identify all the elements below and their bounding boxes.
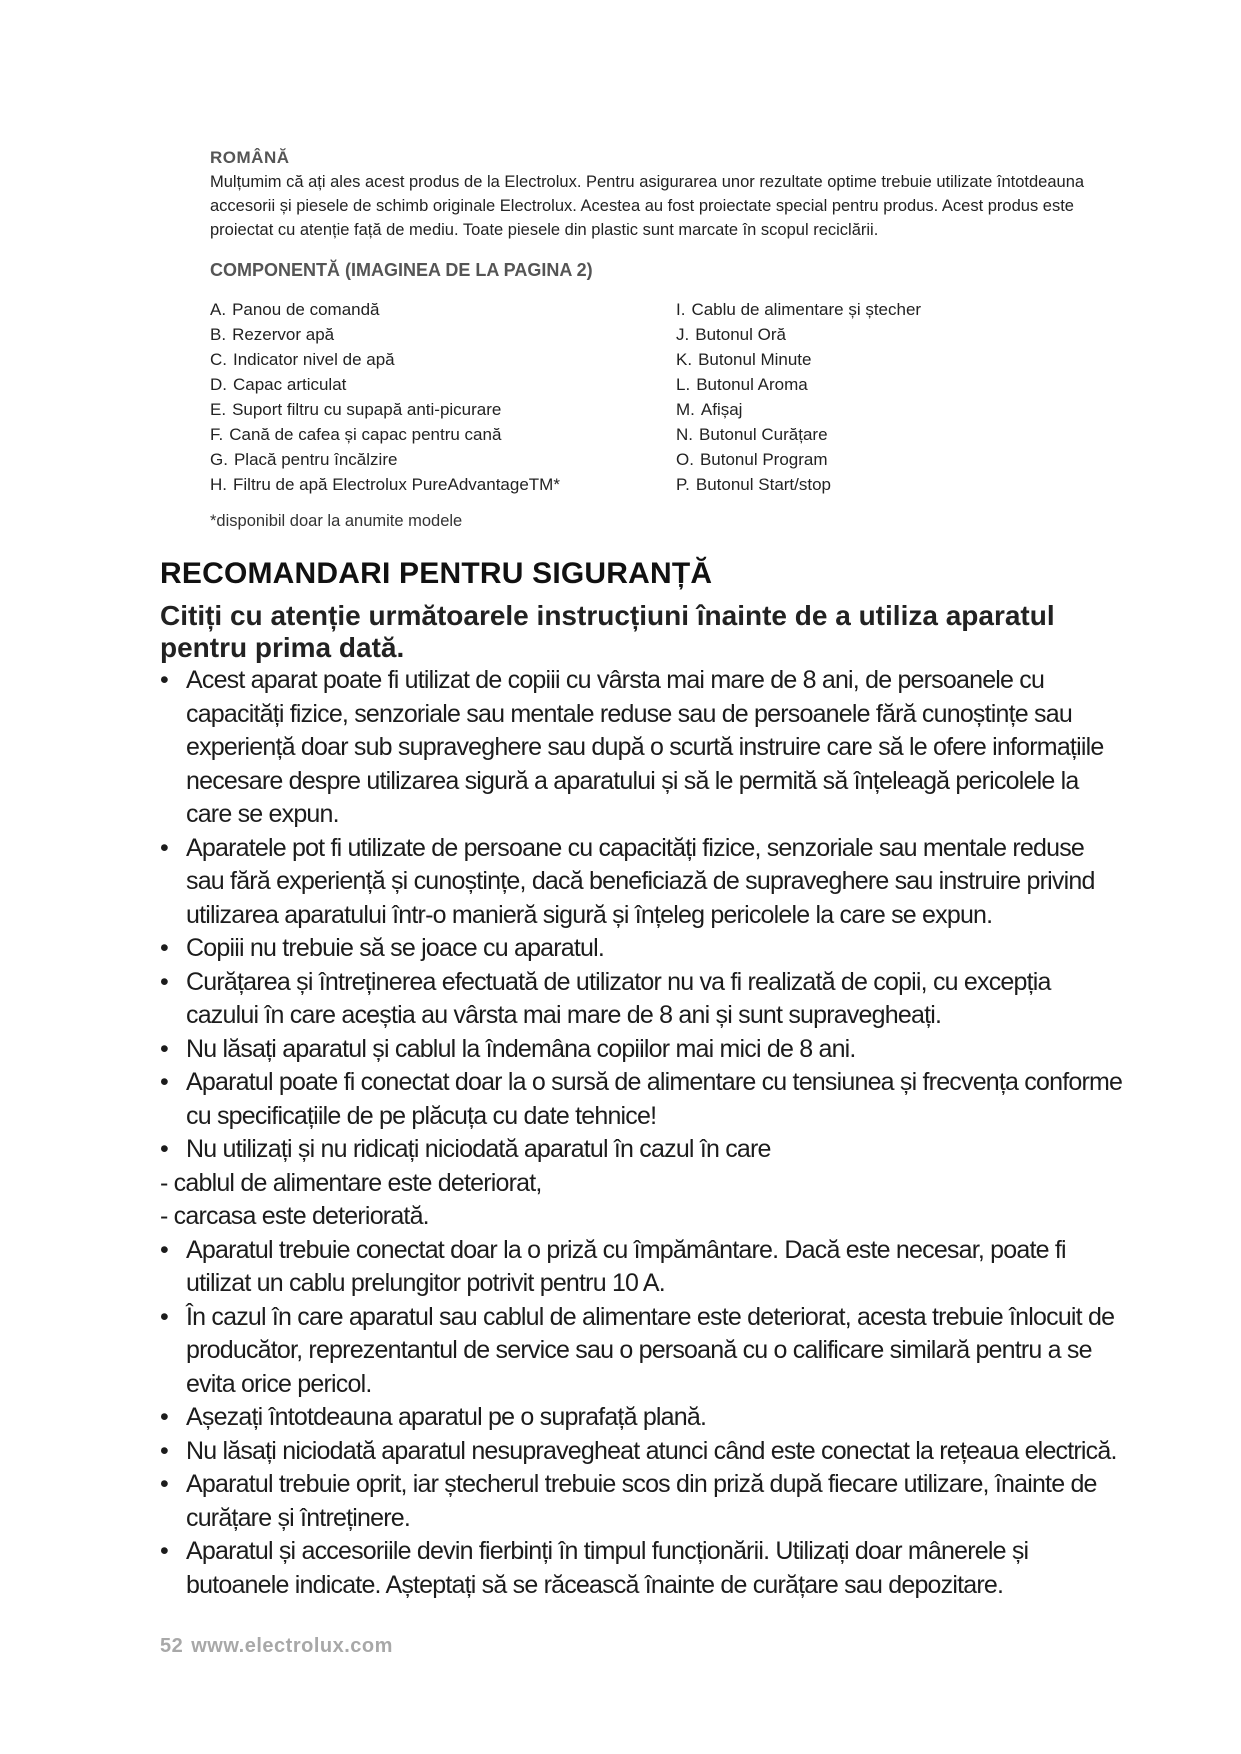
component-item — [210, 447, 660, 472]
component-letter: M. — [676, 400, 695, 419]
component-text: Filtru de apă Electrolux PureAdvantageTM* — [233, 475, 560, 494]
component-text: Capac articulat — [233, 375, 347, 394]
component-text: Butonul Aroma — [696, 375, 808, 394]
component-text: Butonul Minute — [698, 350, 812, 369]
component-letter: G. — [210, 450, 228, 469]
components-note: *disponibil doar la anumite modele — [210, 512, 463, 530]
safety-rule: • Nu lăsați aparatul și cablul la îndemâna copiilor mai mici de 8 ani. — [160, 1033, 1125, 1067]
component-item — [676, 422, 1116, 447]
safety-title: RECOMANDARI PENTRU SIGURANȚĂ — [160, 557, 713, 590]
component-text: Cană de cafea și capac pentru cană — [229, 425, 502, 444]
component-letter: C. — [210, 350, 227, 369]
safety-rule: • Aparatul trebuie oprit, iar ștecherul trebuie scos din priză după fiecare utilizare, înainte de curățare și întreținere. — [160, 1468, 1125, 1535]
component-item — [210, 322, 660, 347]
component-item — [676, 447, 1116, 472]
safety-rule: • Curățarea și întreținerea efectuată de utilizator nu va fi realizată de copii, cu excepția cazului în care aceștia au vârsta mai mare de 8 ani și sunt supravegheați. — [160, 966, 1125, 1033]
component-letter: H. — [210, 475, 227, 494]
component-item — [676, 397, 1116, 422]
component-text: Butonul Program — [699, 450, 828, 469]
component-item — [210, 347, 660, 372]
website-link[interactable]: www.electrolux.com — [191, 1635, 393, 1657]
component-item — [676, 372, 1116, 397]
safety-subtitle: Citiți cu atenție următoarele instrucțiuni înainte de a utiliza aparatul pentru prima dată. — [160, 600, 1055, 663]
page-footer — [160, 1635, 393, 1658]
safety-rule: • Nu lăsați niciodată aparatul nesupravegheat atunci când este conectat la rețeaua electrică. — [160, 1435, 1125, 1469]
component-letter: P. — [676, 475, 690, 494]
component-item — [210, 397, 660, 422]
component-text: Butonul Curățare — [699, 425, 828, 444]
safety-rule: • Copiii nu trebuie să se joace cu aparatul. — [160, 932, 1125, 966]
component-text: Placă pentru încălzire — [233, 450, 398, 469]
component-letter: B. — [210, 325, 227, 344]
component-item — [210, 472, 660, 497]
component-letter: A. — [210, 300, 227, 319]
component-text: Indicator nivel de apă — [233, 350, 395, 369]
component-letter: E. — [210, 400, 227, 419]
safety-sub-rule: - cablul de alimentare este deteriorat, — [160, 1168, 542, 1197]
components-list-right — [676, 297, 1116, 497]
language-title: ROMÂNĂ — [210, 148, 290, 167]
intro-paragraph: Mulțumim că ați ales acest produs de la Electrolux. Pentru asigurarea unor rezultate optime trebuie utilizate întotdeauna accesorii și piesele de schimb originale Electrolux. Acestea au fost proiectate special pentru produs. Acest produs este proiectat cu atenție față de mediu. Toate piesele din plastic sunt marcate în scopul reciclării. — [210, 173, 1085, 239]
page-number: 52 — [160, 1635, 184, 1657]
components-title: COMPONENTĂ (IMAGINEA DE LA PAGINA 2) — [210, 260, 593, 280]
component-letter: J. — [676, 325, 690, 344]
safety-rules-list — [160, 664, 1125, 1602]
component-text: Butonul Oră — [695, 325, 786, 344]
safety-rule: • Așezați întotdeauna aparatul pe o suprafață plană. — [160, 1401, 1125, 1435]
component-text: Butonul Start/stop — [695, 475, 832, 494]
component-letter: D. — [210, 375, 227, 394]
component-letter: I. — [676, 300, 686, 319]
safety-sub-rule: - carcasa este deteriorată. — [160, 1202, 429, 1230]
safety-rule: • Acest aparat poate fi utilizat de copiii cu vârsta mai mare de 8 ani, de persoanele cu capacități fizice, senzoriale sau mentale reduse sau de persoanele fără cunoștințe sau experiență doar sub supraveghere sau după o scurtă instruire care să le ofere informațiile necesare despre utilizarea sigură a aparatului și să le permită să înțeleagă pericolele la care se expun. — [160, 664, 1125, 832]
component-text: Rezervor apă — [232, 325, 335, 344]
component-item — [676, 472, 1116, 497]
component-item — [210, 422, 660, 447]
component-item — [676, 322, 1116, 347]
component-item — [676, 347, 1116, 372]
safety-rule: • În cazul în care aparatul sau cablul de alimentare este deteriorat, acesta trebuie înlocuit de producător, reprezentantul de service sau o persoană cu o calificare similară pentru a se evita orice pericol. — [160, 1301, 1125, 1402]
component-item — [210, 372, 660, 397]
component-text: Panou de comandă — [232, 300, 380, 319]
safety-rule: • Aparatul poate fi conectat doar la o sursă de alimentare cu tensiunea și frecvența conforme cu specificațiile de pe plăcuța cu date tehnice! — [160, 1066, 1125, 1133]
component-letter: F. — [210, 425, 224, 444]
component-letter: N. — [676, 425, 693, 444]
safety-rule: • Aparatele pot fi utilizate de persoane cu capacități fizice, senzoriale sau mentale reduse sau fără experiență și cunoștințe, dacă beneficiază de supraveghere sau instruire privind utilizarea aparatului într-o manieră sigură și înțeleg pericolele la care se expun. — [160, 832, 1125, 933]
component-text: Afișaj — [700, 400, 743, 419]
safety-rule: • Nu utilizați și nu ridicați niciodată aparatul în cazul în care — [160, 1133, 1125, 1167]
components-list-left — [210, 297, 660, 497]
component-letter: K. — [676, 350, 693, 369]
component-text: Cablu de alimentare și ștecher — [691, 300, 922, 319]
component-item — [676, 297, 1116, 322]
component-letter: L. — [676, 375, 691, 394]
component-text: Suport filtru cu supapă anti-picurare — [232, 400, 502, 419]
component-item — [210, 297, 660, 322]
safety-rule: • Aparatul trebuie conectat doar la o priză cu împământare. Dacă este necesar, poate fi utilizat un cablu prelungitor potrivit pentru 10 A. — [160, 1234, 1125, 1301]
component-letter: O. — [676, 450, 694, 469]
safety-rule: • Aparatul și accesoriile devin fierbinți în timpul funcționării. Utilizați doar mânerele și butoanele indicate. Așteptați să se răcească înainte de curățare sau depozitare. — [160, 1535, 1125, 1602]
